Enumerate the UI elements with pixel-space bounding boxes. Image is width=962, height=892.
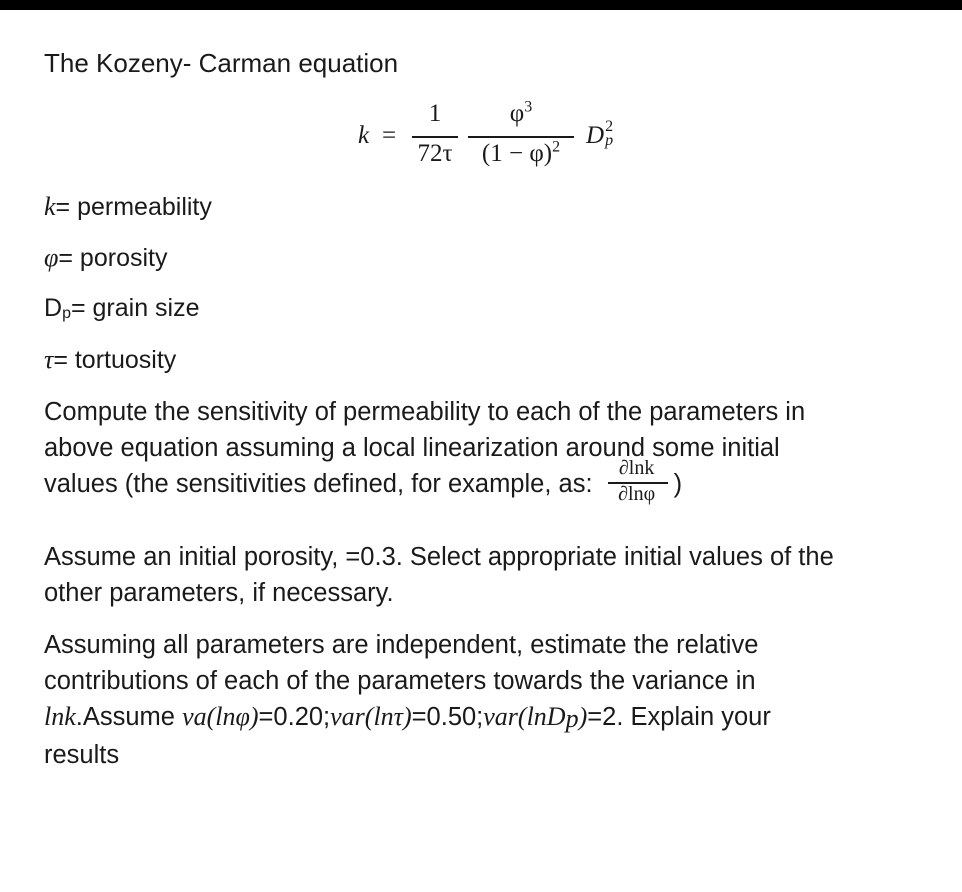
fraction-one-denominator: 72τ: [417, 140, 453, 167]
fraction-bar: [412, 136, 458, 138]
definition-permeability: k= permeability: [44, 192, 212, 221]
paragraph-variance: Assuming all parameters are independent, estimate the relative contributions of each of the parameters towards the variance in lnk.Assume va(lnφ)=0.20;var(lnτ)=0.50;var(lnDp)=2. Explain your results: [44, 631, 771, 769]
fraction-two-denominator: $(1 - \varphi)^2$: [481, 138, 561, 167]
equation-equals: =: [382, 122, 397, 149]
grain-size-term: D 2 p: [586, 118, 614, 149]
definition-porosity: φ= porosity: [44, 243, 168, 272]
top-border: [0, 0, 962, 10]
kozeny-carman-equation: [358, 98, 678, 178]
definition-tortuosity: τ= tortuosity: [44, 345, 177, 374]
definition-grain-size: Dp= grain size: [44, 294, 200, 322]
fraction-bar: [468, 136, 574, 138]
fraction-one-numerator: 1: [428, 100, 442, 127]
derivative-fraction: $\frac{\partial\ln k}{\partial\ln\varphi}$: [600, 466, 674, 502]
paragraph-initial-values: Assume an initial porosity, =0.3. Select appropriate initial values of the other parameters, if necessary.: [44, 543, 834, 607]
paragraph-sensitivity: Compute the sensitivity of permeability to each of the parameters in above equation assuming a local linearization around some initial values (the sensitivities defined, for example, as: $\frac{\partial\ln k}{\partial\ln\varphi}$ ): [44, 398, 806, 505]
fraction-two-numerator: $\varphi^3$: [509, 98, 533, 127]
equation-lhs: k: [358, 122, 370, 149]
page-title: The Kozeny- Carman equation: [44, 48, 399, 78]
